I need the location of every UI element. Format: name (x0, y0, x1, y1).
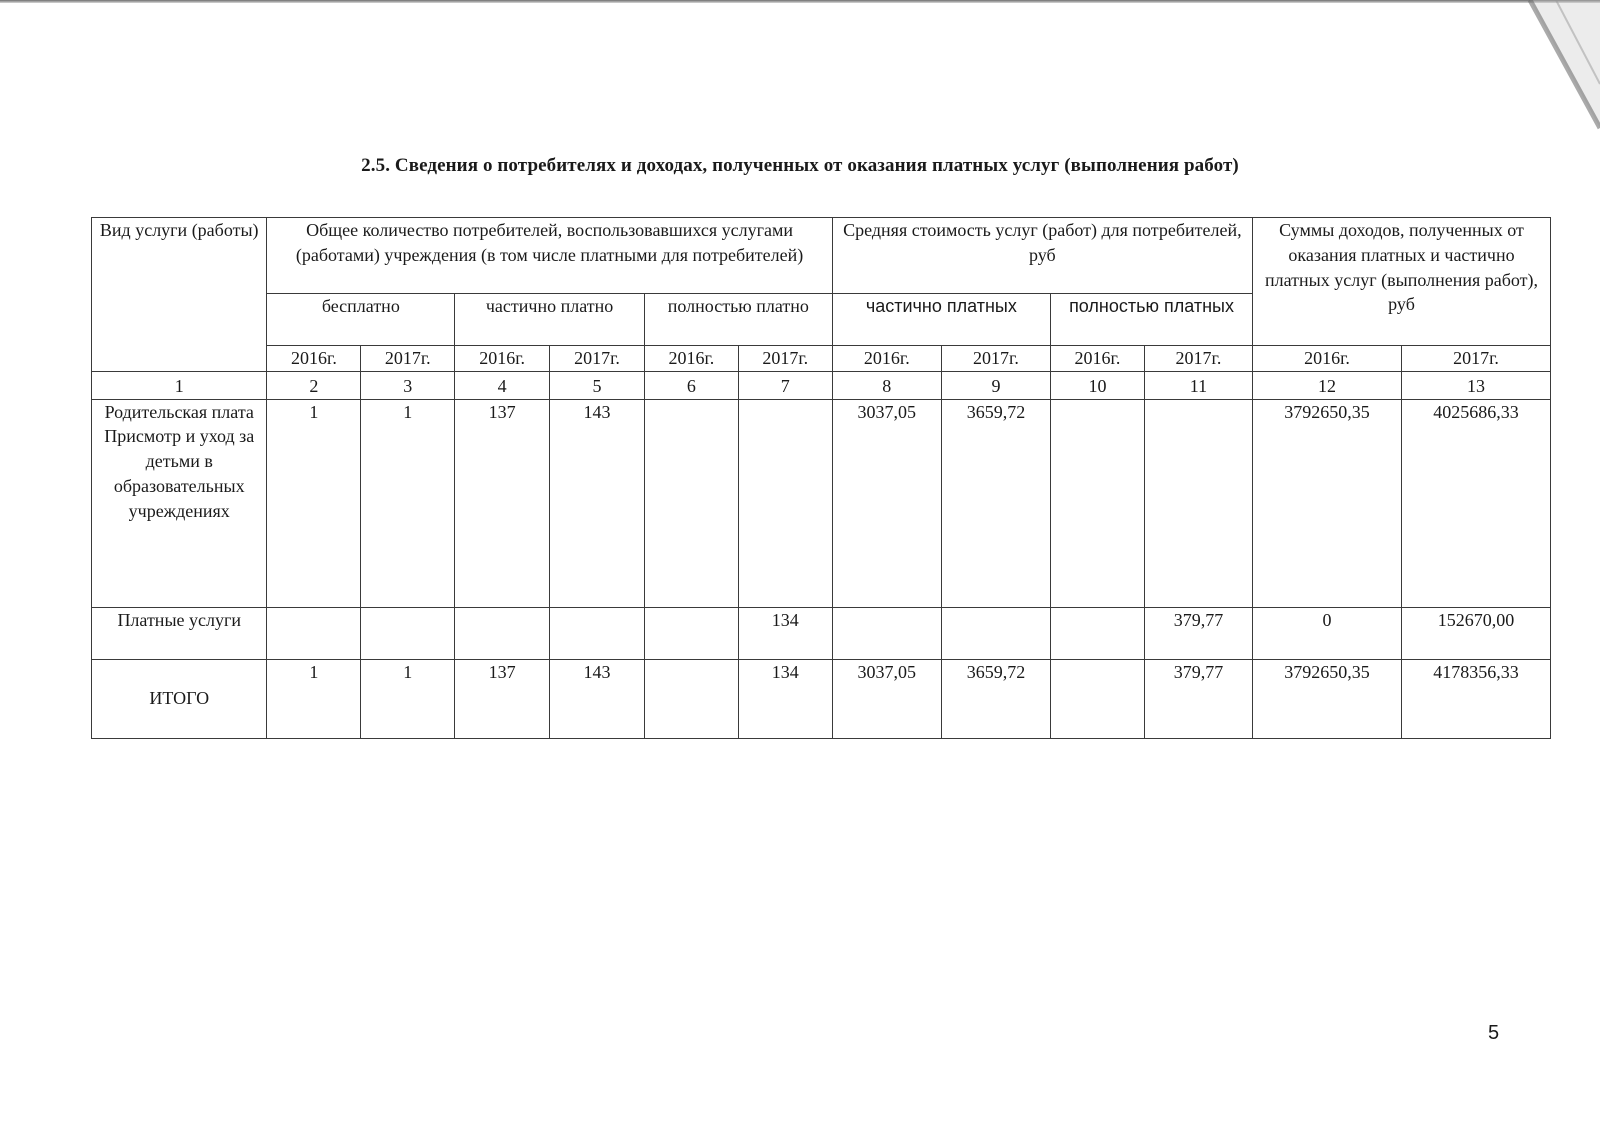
cell-free-2017: 1 (361, 399, 455, 607)
header-partially-paid: частично платно (455, 294, 645, 346)
cell-income-2016: 0 (1253, 607, 1402, 659)
cell-full-2017: 134 (738, 659, 832, 738)
cell-free-2017: 1 (361, 659, 455, 738)
column-number: 7 (738, 371, 832, 399)
column-number: 13 (1401, 371, 1550, 399)
cell-income-2017: 4025686,33 (1401, 399, 1550, 607)
cell-avg-full-2016 (1051, 659, 1145, 738)
cell-avg-partial-2016: 3037,05 (832, 399, 941, 607)
cell-avg-partial-2017: 3659,72 (941, 659, 1050, 738)
column-number: 8 (832, 371, 941, 399)
column-number: 4 (455, 371, 550, 399)
header-row-main (92, 218, 1551, 294)
cell-full-2017: 134 (738, 607, 832, 659)
year-cell: 2016г. (832, 346, 941, 372)
year-cell: 2016г. (455, 346, 550, 372)
row-service-name: Родительская плата Присмотр и уход за детьми в образовательных учреждениях (92, 399, 267, 607)
year-cell: 2016г. (1253, 346, 1402, 372)
column-number: 6 (644, 371, 738, 399)
cell-avg-full-2017: 379,77 (1144, 659, 1252, 738)
header-service-type: Вид услуги (работы) (92, 218, 267, 372)
cell-partial-2017 (550, 607, 645, 659)
cell-avg-full-2017 (1144, 399, 1252, 607)
cell-avg-partial-2016 (832, 607, 941, 659)
year-cell: 2017г. (1401, 346, 1550, 372)
column-number: 10 (1051, 371, 1145, 399)
column-number: 3 (361, 371, 455, 399)
scan-top-edge (0, 0, 1600, 3)
cell-avg-partial-2017 (941, 607, 1050, 659)
year-cell: 2017г. (1144, 346, 1252, 372)
cell-free-2016: 1 (267, 659, 361, 738)
column-number: 9 (941, 371, 1050, 399)
cell-free-2016 (267, 607, 361, 659)
header-avg-partial: частично платных (832, 294, 1050, 346)
paid-services-table (91, 217, 1551, 739)
cell-income-2017: 152670,00 (1401, 607, 1550, 659)
cell-full-2016 (644, 659, 738, 738)
year-cell: 2016г. (644, 346, 738, 372)
header-fully-paid: полностью платно (644, 294, 832, 346)
cell-partial-2016: 137 (455, 659, 550, 738)
document-title: 2.5. Сведения о потребителях и доходах, полученных от оказания платных услуг (выполнения работ) (361, 155, 1239, 176)
column-number: 5 (550, 371, 645, 399)
cell-income-2016: 3792650,35 (1253, 659, 1402, 738)
cell-full-2016 (644, 607, 738, 659)
cell-income-2016: 3792650,35 (1253, 399, 1402, 607)
header-avg-full: полностью платных (1051, 294, 1253, 346)
cell-partial-2016: 137 (455, 399, 550, 607)
header-row-years (92, 346, 1551, 372)
year-cell: 2017г. (361, 346, 455, 372)
page-number: 5 (1488, 1022, 1500, 1044)
column-number: 11 (1144, 371, 1252, 399)
page-corner-fold (1380, 0, 1600, 140)
table-row (92, 399, 1551, 607)
header-consumers-total: Общее количество потребителей, воспользовавшихся услугами (работами) учреждения (в том числе платными для потребителей) (267, 218, 832, 294)
year-cell: 2016г. (1051, 346, 1145, 372)
column-number: 1 (92, 371, 267, 399)
table-row-total (92, 659, 1551, 738)
column-number-row (92, 371, 1551, 399)
row-total-label: ИТОГО (92, 659, 267, 738)
cell-full-2017 (738, 399, 832, 607)
cell-avg-full-2016 (1051, 399, 1145, 607)
cell-avg-partial-2016: 3037,05 (832, 659, 941, 738)
year-cell: 2017г. (941, 346, 1050, 372)
header-income: Суммы доходов, полученных от оказания платных и частично платных услуг (выполнения работ), руб (1253, 218, 1551, 346)
cell-income-2017: 4178356,33 (1401, 659, 1550, 738)
column-number: 12 (1253, 371, 1402, 399)
cell-free-2016: 1 (267, 399, 361, 607)
cell-free-2017 (361, 607, 455, 659)
cell-avg-partial-2017: 3659,72 (941, 399, 1050, 607)
cell-partial-2016 (455, 607, 550, 659)
cell-full-2016 (644, 399, 738, 607)
cell-partial-2017: 143 (550, 399, 645, 607)
year-cell: 2017г. (738, 346, 832, 372)
cell-partial-2017: 143 (550, 659, 645, 738)
year-cell: 2017г. (550, 346, 645, 372)
header-average-cost: Средняя стоимость услуг (работ) для потребителей, руб (832, 218, 1252, 294)
year-cell: 2016г. (267, 346, 361, 372)
header-free: бесплатно (267, 294, 455, 346)
row-service-name: Платные услуги (92, 607, 267, 659)
table-row (92, 607, 1551, 659)
cell-avg-full-2016 (1051, 607, 1145, 659)
column-number: 2 (267, 371, 361, 399)
cell-avg-full-2017: 379,77 (1144, 607, 1252, 659)
